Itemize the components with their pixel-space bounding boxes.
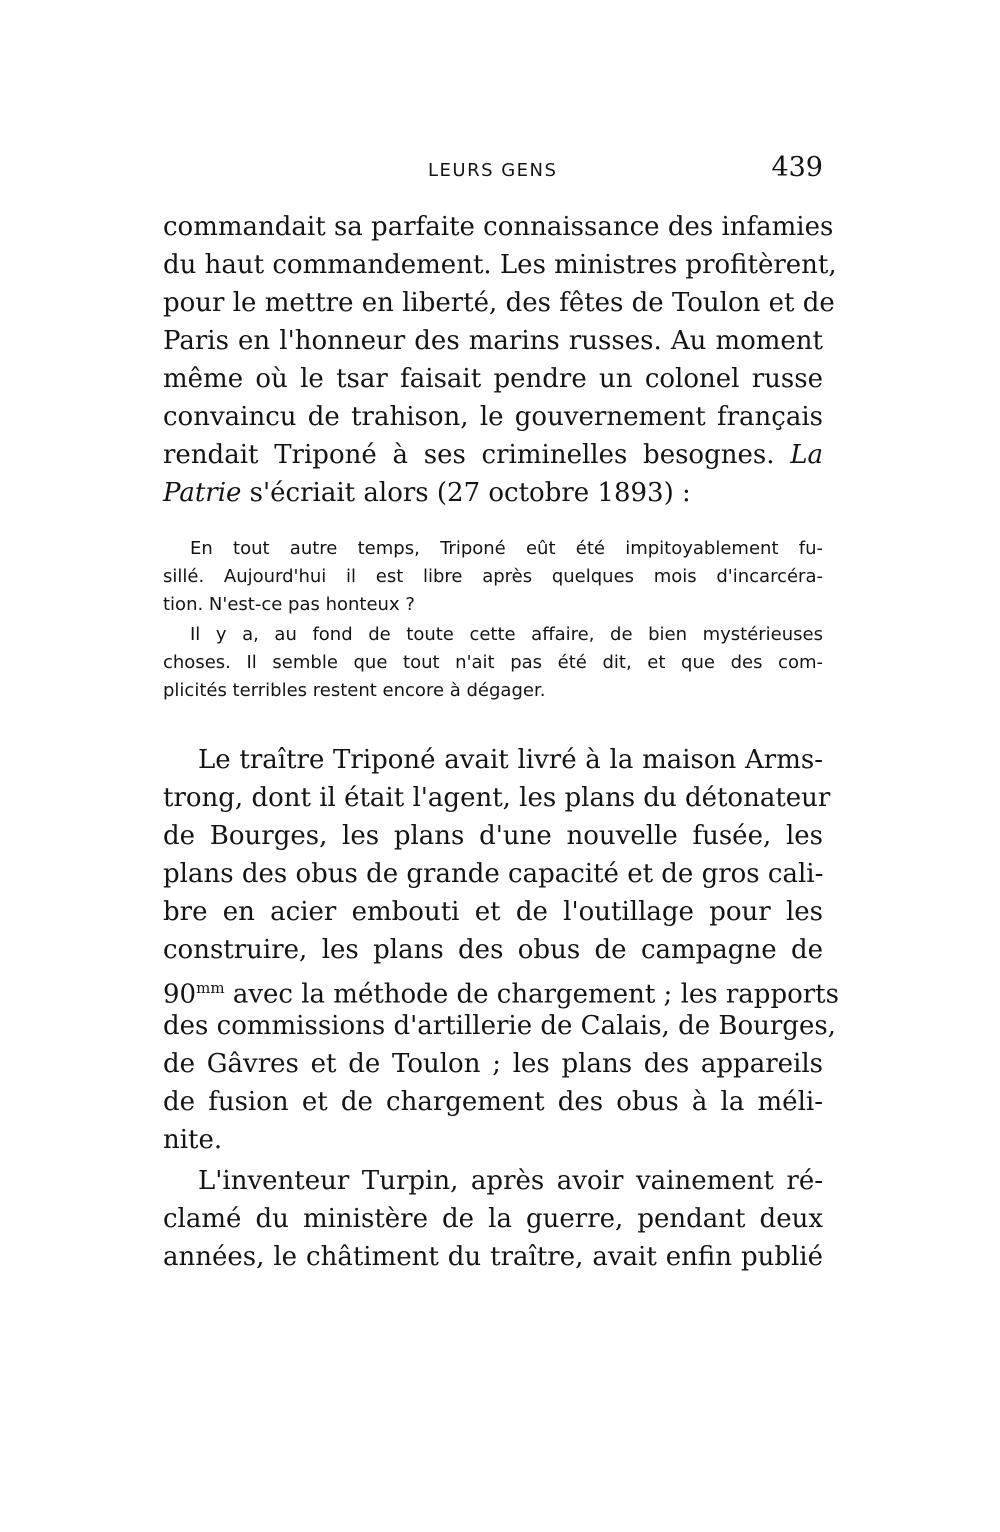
text-line: bre en acier embouti et de l'outillage pour les — [163, 897, 823, 927]
text-line: années, le châtiment du traître, avait enfin publié — [163, 1242, 823, 1272]
text-line: de fusion et de chargement des obus à la méli- — [163, 1087, 823, 1117]
running-head: LEURS GENS — [428, 160, 558, 181]
text-line: construire, les plans des obus de campagne de — [163, 935, 823, 965]
text-line: pour le mettre en liberté, des fêtes de Toulon et de — [163, 288, 835, 318]
text-line — [163, 478, 823, 508]
text-line: même où le tsar faisait pendre un colonel russe — [163, 364, 823, 394]
text-line: commandait sa parfaite connaissance des infamies — [163, 212, 834, 242]
quote-line: tion. N'est-ce pas honteux ? — [163, 594, 415, 615]
quote-line: choses. Il semble que tout n'ait pas été dit, et que des com- — [163, 652, 823, 673]
text-line: Paris en l'honneur des marins russes. Au moment — [163, 326, 823, 356]
quote-line: En tout autre temps, Triponé eût été impitoyablement fu- — [190, 538, 823, 559]
text-line: Le traître Triponé avait livré à la maison Arms- — [198, 745, 823, 775]
caliber-value: 90 — [163, 979, 197, 1010]
page-header — [163, 152, 823, 192]
quote-line: Il y a, au fond de toute cette affaire, de bien mystérieuses — [190, 624, 823, 645]
text-line: plans des obus de grande capacité et de gros cali- — [163, 859, 824, 889]
text-segment: avec la méthode de chargement ; les rapports — [232, 979, 839, 1010]
text-line: convaincu de trahison, le gouvernement français — [163, 402, 823, 432]
text-segment: s'écriait alors (27 octobre 1893) : — [249, 478, 691, 508]
text-line: clamé du ministère de la guerre, pendant deux — [163, 1204, 823, 1234]
text-line: de Gâvres et de Toulon ; les plans des appareils — [163, 1049, 823, 1079]
quote-line: sillé. Aujourd'hui il est libre après quelques mois d'incarcéra- — [163, 566, 823, 587]
text-segment: rendait Triponé à ses criminelles besognes. — [163, 440, 775, 470]
caliber-unit: mm — [196, 979, 225, 997]
newspaper-title-part: La — [790, 440, 823, 470]
page-number: 439 — [771, 152, 823, 183]
quote-line: plicités terribles restent encore à dégager. — [163, 680, 546, 701]
text-line: trong, dont il était l'agent, les plans du détonateur — [163, 783, 831, 813]
text-line: du haut commandement. Les ministres profitèrent, — [163, 250, 837, 280]
text-line: de Bourges, les plans d'une nouvelle fusée, les — [163, 821, 823, 851]
text-line — [163, 440, 823, 470]
text-line: nite. — [163, 1125, 223, 1155]
text-line: des commissions d'artillerie de Calais, de Bourges, — [163, 1011, 836, 1041]
text-line — [163, 973, 839, 1010]
text-line: L'inventeur Turpin, après avoir vainement ré- — [198, 1166, 823, 1196]
newspaper-title-part: Patrie — [163, 478, 242, 508]
